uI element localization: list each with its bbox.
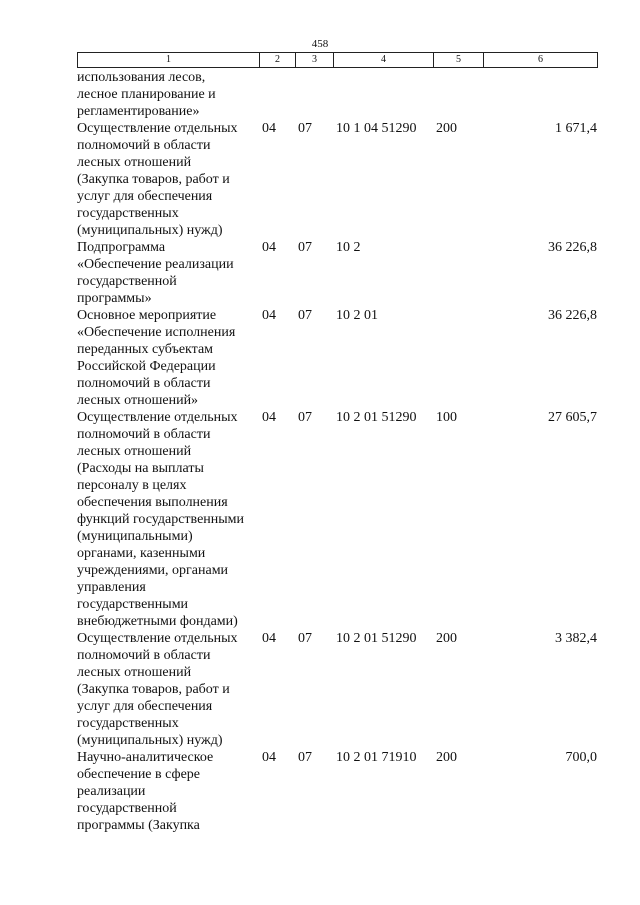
row-amount: 1 671,4 xyxy=(555,121,597,136)
row-target: 10 2 01 71910 xyxy=(336,750,417,765)
row-target: 10 2 01 51290 xyxy=(336,410,417,425)
row-target xyxy=(333,69,433,120)
row-target: 10 1 04 51290 xyxy=(336,121,417,136)
row-section: 04 xyxy=(262,121,276,136)
row-target: 10 2 01 xyxy=(336,308,378,323)
row-amount: 3 382,4 xyxy=(555,631,597,646)
row-section xyxy=(259,69,295,120)
row-expense-type xyxy=(433,69,483,120)
row-subsection: 07 xyxy=(298,410,312,425)
row-name: Основное мероприятие «Обеспечение исполнения переданных субъектам Российской Федерации полномочий в области лесных отношений» xyxy=(77,308,236,408)
row-name: Подпрограмма «Обеспечение реализации государственной программы» xyxy=(77,240,234,306)
row-subsection: 07 xyxy=(298,308,312,323)
row-section: 04 xyxy=(262,750,276,765)
budget-table xyxy=(77,69,597,834)
column-header-4: 4 xyxy=(334,53,434,68)
table-row xyxy=(77,630,597,749)
row-section: 04 xyxy=(262,410,276,425)
row-amount xyxy=(483,69,597,120)
row-name: Осуществление отдельных полномочий в области лесных отношений (Закупка товаров, работ и услуг для обеспечения государственных (муниципальных) нужд) xyxy=(77,631,238,748)
column-header-2: 2 xyxy=(260,53,296,68)
row-name: Осуществление отдельных полномочий в области лесных отношений (Расходы на выплаты персоналу в целях обеспечения выполнения функций государственными (муниципальными) органами, казенными учреждениями, органами управления государственными внебюджетными фондами) xyxy=(77,410,245,629)
row-section: 04 xyxy=(262,240,276,255)
row-expense-type: 200 xyxy=(436,121,457,136)
column-header-5: 5 xyxy=(434,53,484,68)
row-expense-type xyxy=(433,239,483,307)
row-expense-type: 200 xyxy=(436,631,457,646)
table-row xyxy=(77,307,597,409)
row-expense-type: 100 xyxy=(436,410,457,425)
row-expense-type xyxy=(433,307,483,409)
row-section: 04 xyxy=(262,308,276,323)
row-name: использования лесов, лесное планирование и регламентирование» xyxy=(77,70,216,119)
row-target: 10 2 xyxy=(336,240,361,255)
table-row xyxy=(77,239,597,307)
column-header-table xyxy=(77,52,598,68)
row-subsection: 07 xyxy=(298,750,312,765)
row-subsection: 07 xyxy=(298,240,312,255)
table-row xyxy=(77,409,597,630)
column-header-3: 3 xyxy=(296,53,334,68)
row-amount: 36 226,8 xyxy=(548,240,597,255)
table-row xyxy=(77,69,597,120)
row-section: 04 xyxy=(262,631,276,646)
row-amount: 27 605,7 xyxy=(548,410,597,425)
row-amount: 36 226,8 xyxy=(548,308,597,323)
row-name: Осуществление отдельных полномочий в области лесных отношений (Закупка товаров, работ и услуг для обеспечения государственных (муниципальных) нужд) xyxy=(77,121,238,238)
row-subsection: 07 xyxy=(298,121,312,136)
row-name: Научно-аналитическое обеспечение в сфере реализации государственной программы (Закупка xyxy=(77,750,214,833)
table-row xyxy=(77,120,597,239)
column-header-row xyxy=(78,53,598,68)
page-number: 458 xyxy=(311,38,329,50)
column-header-1: 1 xyxy=(78,53,260,68)
row-subsection: 07 xyxy=(298,631,312,646)
row-amount: 700,0 xyxy=(565,750,597,765)
row-subsection xyxy=(295,69,333,120)
row-target: 10 2 01 51290 xyxy=(336,631,417,646)
column-header-6: 6 xyxy=(484,53,598,68)
row-expense-type: 200 xyxy=(436,750,457,765)
table-row xyxy=(77,749,597,834)
